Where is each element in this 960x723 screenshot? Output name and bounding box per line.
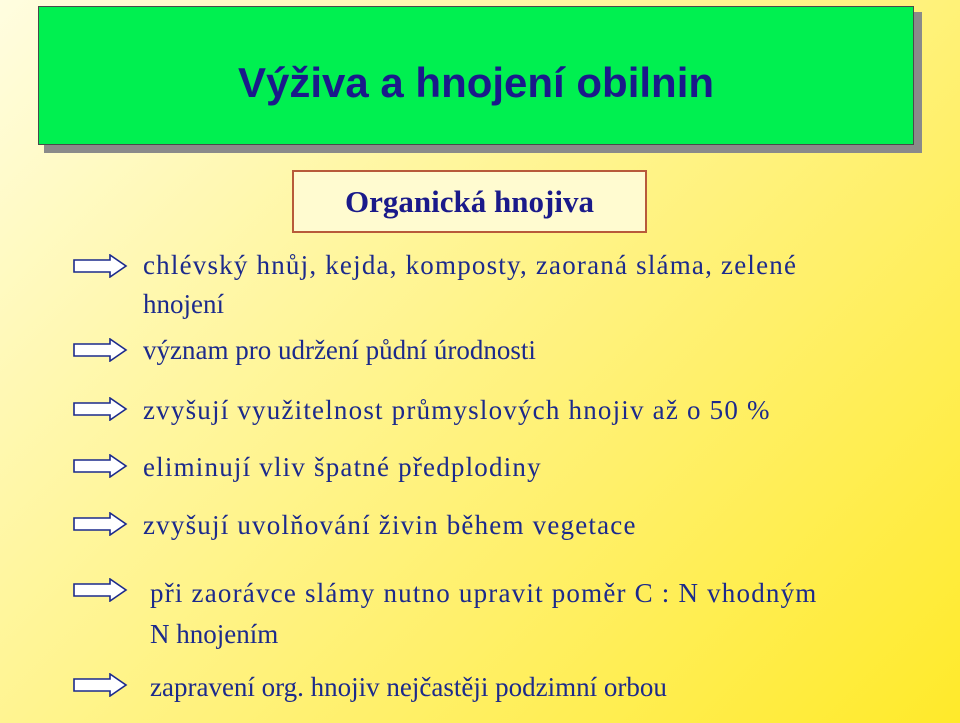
bullet-text: zvyšují uvolňování živin během vegetace <box>143 510 637 540</box>
outline-right-arrow-icon <box>72 338 128 362</box>
outline-right-arrow-icon <box>72 254 128 278</box>
outline-right-arrow-icon <box>72 673 128 697</box>
subtitle-box <box>292 170 647 233</box>
bullet-text: eliminují vliv špatné předplodiny <box>143 452 542 482</box>
outline-right-arrow-icon <box>72 454 128 478</box>
outline-right-arrow-icon <box>72 397 128 421</box>
bullet-text: význam pro udržení půdní úrodnosti <box>143 335 536 365</box>
bullet-text: chlévský hnůj, kejda, komposty, zaoraná sláma, zelené <box>143 250 798 280</box>
bullet-text: při zaorávce slámy nutno upravit poměr C : N vhodným <box>150 578 818 608</box>
bullet-text-continued: N hnojením <box>150 619 279 649</box>
bullet-text-continued: hnojení <box>143 289 224 319</box>
bullet-text: zapravení org. hnojiv nejčastěji podzimní orbou <box>150 672 667 702</box>
outline-right-arrow-icon <box>72 578 128 602</box>
outline-right-arrow-icon <box>72 512 128 536</box>
title-box <box>38 6 914 145</box>
slide-subtitle: Organická hnojiva <box>345 183 594 219</box>
slide-title: Výživa a hnojení obilnin <box>237 58 715 106</box>
bullet-text: zvyšují využitelnost průmyslových hnojiv až o 50 % <box>143 395 771 425</box>
